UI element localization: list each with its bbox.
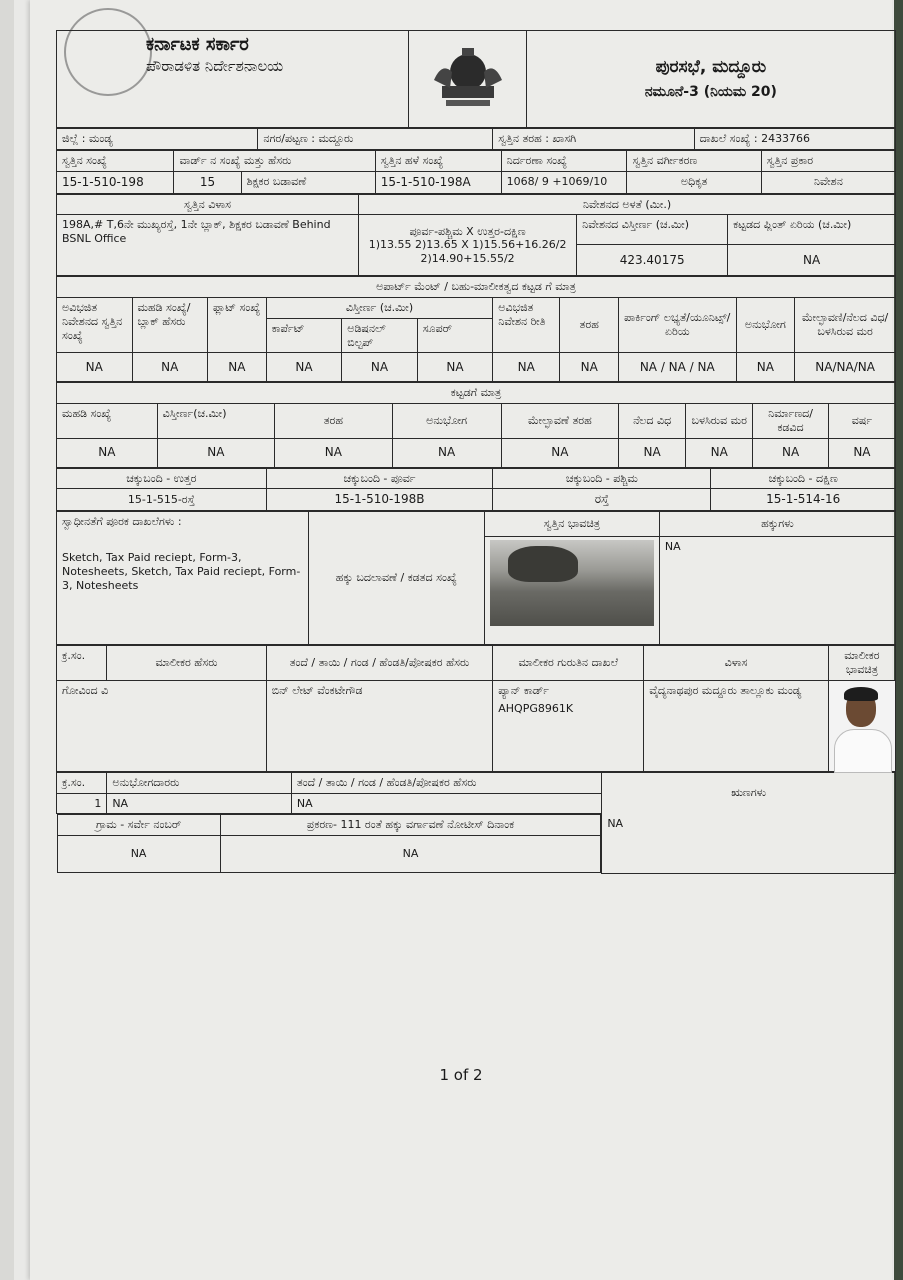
apt-h7: ತರಹ [560,298,619,353]
label-prop-no: ಸ್ವತ್ತಿನ ಸಂಖ್ಯೆ [57,150,174,171]
bld-v1: NA [157,438,274,467]
docs-value: Sketch, Tax Paid reciept, Form-3, Notesheets, Sketch, Tax Paid reciept, Form-3, Notesheets [62,551,301,592]
label-plinth: ಕಟ್ಟಡದ ಪ್ಲಿಂತ್ ಏರಿಯ (ಚ.ಮೀ) [728,215,896,245]
apt-v0: NA [57,353,133,382]
owner-id-value: AHQPG8961K [498,701,574,715]
owner-id [493,680,644,771]
header-table [56,30,896,128]
property-type: ಸ್ವತ್ತಿನ ತರಹ : ಖಾಸಗಿ [493,129,694,150]
bnd-h1: ಚಕ್ಕುಬಂದಿ - ಪೂರ್ವ [266,468,493,489]
occ-h0: ಕ್ರ.ಸಂ. [57,772,107,793]
label-survey: ನಿರ್ದರಣಾ ಸಂಖ್ಯೆ [501,150,627,171]
svy-h1: ಪ್ರಕರಣ- 111 ರಂತೆ ಹಕ್ಕು ವರ್ಗಾವಣೆ ನೋಟೀಸ್ ದಿನಾಂಕ [220,815,601,836]
document-sheet [30,0,892,1280]
bld-v7: NA [753,438,829,467]
form-3 [56,30,896,874]
bld-v2: NA [275,438,392,467]
header-left [57,31,409,128]
dims-line2: 2)14.90+15.55/2 [420,252,515,266]
apartment-table [56,276,896,382]
svy-v1: NA [220,836,601,873]
apt-h9: ಅನುಭೋಗ [736,298,795,353]
occ-h3: ಋಣಗಳು [602,772,896,814]
survey-cell [57,814,602,873]
own-h1: ಮಾಲೀಕರ ಹೆಸರು [107,646,266,681]
label-kind: ಸ್ವತ್ತಿನ ಪ್ರಕಾರ [761,150,895,171]
property-photo [490,540,654,626]
apt-v7: NA [560,353,619,382]
occ-h2: ತಂದೆ / ತಾಯಿ / ಗಂಡ / ಹೆಂಡತಿ/ಪೋಷಕರ ಹೆಸರು [291,772,601,793]
plinth-area: NA [728,244,896,275]
apt-v8: NA / NA / NA [619,353,736,382]
label-old-no: ಸ್ವತ್ತಿನ ಹಳೆ ಸಂಖ್ಯೆ [375,150,501,171]
bld-v4: NA [501,438,618,467]
bld-v8: NA [828,438,895,467]
apt-v9: NA [736,353,795,382]
bnd-west: ರಸ್ತೆ [493,489,711,511]
label-classification: ಸ್ವತ್ತಿನ ವರ್ಗೀಕರಣ [627,150,761,171]
apt-v10: NA/NA/NA [795,353,896,382]
bld-h2: ತರಹ [275,404,392,439]
ward-name: ಶಿಕ್ಷಕರ ಬಡಾವಣೆ [241,171,375,193]
district: ಜಿಲ್ಲೆ : ಮಂಡ್ಯ [57,129,258,150]
bld-h0: ಮಹಡಿ ಸಂಖ್ಯೆ [57,404,158,439]
label-address: ಸ್ವತ್ತಿನ ವಿಳಾಸ [57,194,359,215]
govt-title: ಕರ್ನಾಟಕ ಸರ್ಕಾರ [146,34,249,55]
own-h4: ವಿಳಾಸ [644,646,829,681]
address: 198A,# T,6ನೇ ಮುಖ್ಯರಸ್ತೆ, 1ನೇ ಬ್ಲಾಕ್, ಶಿಕ್ಷಕರ ಬಡಾವಣೆ Behind BSNL Office [57,215,359,276]
own-h2: ತಂದೆ / ತಾಯಿ / ಗಂಡ / ಹೆಂಡತಿ/ಪೋಷಕರ ಹೆಸರು [266,646,493,681]
owner-parent: ಬಿನ್ ಲೇಟ್ ವೆಂಕಟೇಗೌಡ [266,680,493,771]
apt-v5: NA [417,353,493,382]
owner-name: ಗೋವಿಂದ ವಿ [57,680,267,771]
form-title: ನಮೂನೆ-3 (ನಿಯಮ 20) [644,83,777,100]
occ-name: NA [107,793,292,814]
occupant-table [56,772,896,874]
survey-table [57,814,602,873]
apt-h8: ಪಾರ್ಕಿಂಗ್ ಲಭ್ಯತೆ/ಯೂನಿಟ್ಸ್/ಏರಿಯ [619,298,736,353]
bld-v3: NA [392,438,501,467]
state-emblem-icon [428,42,508,112]
owner-photo-cell [828,680,895,771]
apt-h10: ಮೇಲ್ಛಾವಣಿ/ನೆಲದ ವಿಧ/ಬಳಸಿರುವ ಮರ [795,298,896,353]
loans-value: NA [602,814,896,873]
occ-h1: ಅನುಭೋಗದಾರರು [107,772,292,793]
ward-no: 15 [174,171,241,193]
bld-h6: ಬಳಸಿರುವ ಮರ [686,404,753,439]
apt-h3: ಕಾರ್ಪೆಟ್ [266,318,342,353]
building-title: ಕಟ್ಟಡಗೆ ಮಾತ್ರ [57,383,896,404]
bnd-east: 15-1-510-198B [266,489,493,511]
apt-area-group: ವಿಸ್ತೀರ್ಣ (ಚ.ಮೀ) [266,298,493,319]
bnd-south: 15-1-514-16 [711,489,896,511]
body-title: ಪುರಸಭೆ, ಮದ್ದೂರು [655,56,767,77]
paper-edge [0,0,14,1280]
bld-v6: NA [686,438,753,467]
old-no: 15-1-510-198A [375,171,501,193]
svy-v0: NA [57,836,220,873]
property-id-table [56,150,896,194]
emblem-cell [409,31,526,128]
own-h3: ಮಾಲೀಕರ ಗುರುತಿನ ದಾಖಲೆ [493,646,644,681]
apt-h5: ಸೂಪರ್ [417,318,493,353]
dimensions [359,215,577,276]
building-table [56,382,896,467]
documents-table [56,511,896,645]
apartment-title: ಅಪಾರ್ಟ್ ಮೆಂಟ್ / ಬಹು-ಮಾಲೀಕತ್ವದ ಕಟ್ಟಡ ಗೆ ಮಾತ್ರ [57,277,896,298]
kind: ನಿವೇಶನ [761,171,895,193]
directorate-title: ಪೌರಾಡಳಿತ ನಿರ್ದೇಶನಾಲಯ [146,56,284,75]
label-area: ನಿವೇಶನದ ವಿಸ್ತೀರ್ಣ (ಚ.ಮೀ) [577,215,728,245]
bnd-h0: ಚಕ್ಕುಬಂದಿ - ಉತ್ತರ [57,468,267,489]
rights-label: ಹಕ್ಕುಗಳು [659,512,895,536]
label-ward: ವಾರ್ಡ್ ನ ಸಂಖ್ಯೆ ಮತ್ತು ಹೆಸರು [174,150,375,171]
page-number: 1 of 2 [439,1066,483,1084]
own-h0: ಕ್ರ.ಸಂ. [57,646,107,681]
bld-h3: ಅನುಭೋಗ [392,404,501,439]
apt-v4: NA [342,353,418,382]
bld-h7: ನಿರ್ಮಾಣದ/ ಕಡವಿದ [753,404,829,439]
label-dims: ನಿವೇಶನದ ಅಳತೆ (ಮೀ.) [359,194,896,215]
owner-address: ವೈದ್ಯನಾಥಪುರ ಮದ್ದೂರು ತಾಲ್ಲೂಕು ಮಂಡ್ಯ [644,680,829,771]
survey-no: 1068/ 9 +1069/10 [501,171,627,193]
own-h5: ಮಾಲೀಕರ ಭಾವಚಿತ್ರ [828,646,895,681]
dims-sub: ಪೂರ್ವ-ಪಶ್ಚಿಮ X ಉತ್ತರ-ದಕ್ಷಿಣ [409,224,526,238]
apt-h6: ಅವಿಭಜಿತ ನಿವೇಶನ ರೀತಿ [493,298,560,353]
occ-parent: NA [291,793,601,814]
bnd-h3: ಚಕ್ಕುಬಂದಿ - ದಕ್ಷಿಣ [711,468,896,489]
docs-cell [57,512,309,645]
header-right [526,31,895,128]
apt-v3: NA [266,353,342,382]
bld-h5: ನೆಲದ ವಿಧ [619,404,686,439]
occ-sl: 1 [57,793,107,814]
apt-h4: ಅಡಿಷನಲ್ ಬಿಲ್ಟಪ್ [342,318,418,353]
bld-h4: ಮೇಲ್ಛಾವಣೆ ತರಹ [501,404,618,439]
bld-h8: ವರ್ಷ [828,404,895,439]
owner-table [56,645,896,772]
apt-h2: ಫ್ಲಾಟ್ ಸಂಖ್ಯೆ [208,298,267,353]
classification: ಅಧಿಕೃತ [627,171,761,193]
address-table [56,194,896,277]
apt-v2: NA [208,353,267,382]
boundaries-table [56,468,896,512]
apt-h0: ಅವಿಭಜಿತ ನಿವೇಶನದ ಸ್ವತ್ತಿನ ಸಂಖ್ಯೆ [57,298,133,353]
location-table [56,128,896,150]
owner-id-type: ಪ್ಯಾನ್ ಕಾರ್ಡ್ [498,683,549,697]
city: ನಗರ/ಪಟ್ಟಣ : ಮದ್ದೂರು [258,129,493,150]
bld-v0: NA [57,438,158,467]
bld-v5: NA [619,438,686,467]
site-area: 423.40175 [577,244,728,275]
transfer-label: ಹಕ್ಕು ಬದಲಾವಣೆ / ಕಡತದ ಸಂಖ್ಯೆ [308,512,484,645]
apt-h1: ಮಹಡಿ ಸಂಖ್ಯೆ/ಬ್ಲಾಕ್ ಹೆಸರು [132,298,208,353]
bnd-h2: ಚಕ್ಕುಬಂದಿ - ಪಶ್ಚಿಮ [493,468,711,489]
bnd-north: 15-1-515-ರಸ್ತೆ [57,489,267,511]
dims-line1: 1)13.55 2)13.65 X 1)15.56+16.26/2 [368,238,567,252]
svy-h0: ಗ್ರಾಮ - ಸರ್ವೇ ನಂಬರ್ [57,815,220,836]
bld-h1: ವಿಸ್ತೀರ್ಣ(ಚ.ಮೀ) [157,404,274,439]
rights-value: NA [659,536,895,645]
photo-label: ಸ್ವತ್ತಿನ ಭಾವಚಿತ್ರ [484,512,659,536]
docs-label: ಸ್ವಾಧೀನತೆಗೆ ಪೂರಕ ದಾಖಲೆಗಳು : [62,515,182,529]
owner-photo [829,681,895,771]
prop-no: 15-1-510-198 [57,171,174,193]
tree-icon [508,546,578,582]
document-number: ದಾಖಲೆ ಸಂಖ್ಯೆ : 2433766 [694,129,895,150]
apt-v6: NA [493,353,560,382]
photo-cell [484,536,659,645]
apt-v1: NA [132,353,208,382]
